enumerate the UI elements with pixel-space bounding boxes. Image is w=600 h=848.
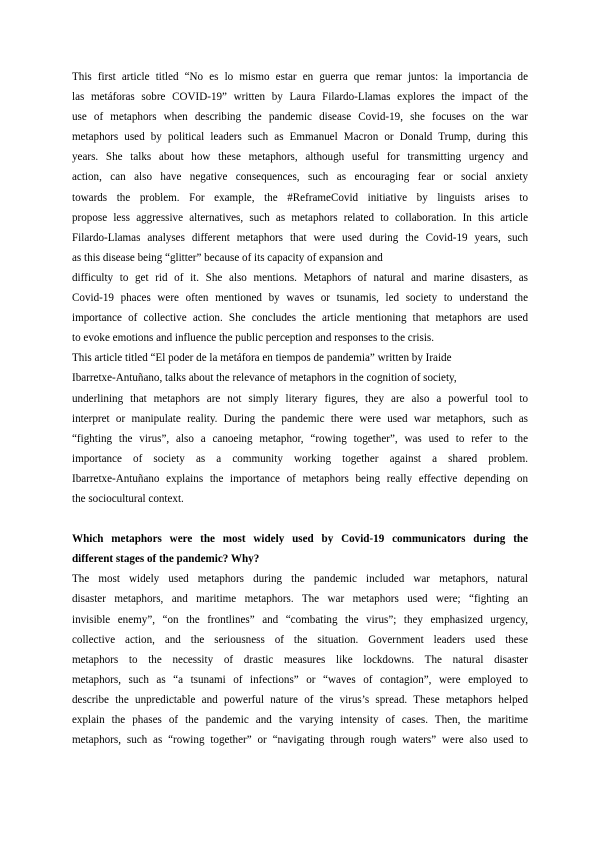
text-line: the sociocultural context. xyxy=(72,492,184,505)
text-line: underlining that metaphors are not simply literary figures, they are also a powerful tool to xyxy=(72,392,528,405)
text-line: propose less aggressive alternatives, such as metaphors related to collaboration. In this article xyxy=(72,211,528,224)
text-line: to evoke emotions and influence the public perception and responses to the crisis. xyxy=(72,332,434,345)
text-line: The most widely used metaphors during the pandemic included war metaphors, natural xyxy=(72,573,528,586)
text-line: disaster metaphors, and maritime metaphors. The war metaphors used were; “fighting an xyxy=(72,593,528,606)
text-line: explain the phases of the pandemic and the varying intensity of cases. Then, the maritime xyxy=(72,714,528,726)
text-line: metaphors to the necessity of drastic measures like lockdowns. The natural disaster xyxy=(72,653,528,666)
text-line: Filardo-Llamas analyses different metaphors that were used during the Covid-19 years, such xyxy=(72,231,528,244)
text-line: Ibarretxe-Antuñano explains the importance of metaphors being really effective depending on xyxy=(72,472,528,485)
text-line: metaphors, such as “a tsunami of infections” or “waves of contagion”, were employed to xyxy=(72,673,528,686)
paragraph-ibarretxe-antunano-summary xyxy=(72,348,528,509)
text-line: interpret or manipulate reality. During the pandemic there were used war metaphors, such as xyxy=(72,412,528,425)
text-line: metaphors used by political leaders such as Emmanuel Macron or Donald Trump, during this xyxy=(72,131,528,144)
text-line: This first article titled “No es lo mismo estar en guerra que remar juntos: la importancia de xyxy=(72,71,528,83)
text-line: action, can also have negative consequences, such as encouraging fear or social anxiety xyxy=(72,171,528,184)
text-line: importance of society as a community working together against a shared problem. xyxy=(72,452,528,465)
text-line: Covid-19 phaces were often mentioned by waves or tsunamis, led society to understand the xyxy=(72,292,528,305)
text-line: importance of collective action. She concludes the article mentioning that metaphors are used xyxy=(72,312,528,325)
text-line: as this disease being “glitter” because of its capacity of expansion and xyxy=(72,251,383,264)
question-heading xyxy=(72,529,528,569)
text-line: Which metaphors were the most widely used by Covid-19 communicators during the xyxy=(72,533,528,546)
paragraph-metaphor-disasters xyxy=(72,268,528,348)
text-line: This article titled “El poder de la metáfora en tiempos de pandemia” written by Iraide xyxy=(72,352,452,365)
text-line: metaphors, such as “rowing together” or “navigating through rough waters” were also used to xyxy=(72,734,528,747)
text-line: Ibarretxe-Antuñano, talks about the relevance of metaphors in the cognition of society, xyxy=(72,372,457,385)
text-line: years. She talks about how these metaphors, although useful for transmitting urgency and xyxy=(72,151,528,164)
text-line: towards the problem. For example, the #ReframeCovid initiative by linguists arises to xyxy=(72,191,528,204)
text-line: invisible enemy”, “on the frontlines” and “combating the virus”; they emphasized urgency, xyxy=(72,613,528,626)
text-line: difficulty to get rid of it. She also mentions. Metaphors of natural and marine disasters, as xyxy=(72,271,528,284)
text-line: collective action, and the seriousness of the situation. Government leaders used these xyxy=(72,633,528,646)
section-spacer xyxy=(72,509,528,529)
text-line: different stages of the pandemic? Why? xyxy=(72,553,260,566)
paragraph-answer xyxy=(72,569,528,750)
document-body xyxy=(72,67,528,750)
text-line: las metáforas sobre COVID-19” written by Laura Filardo-Llamas explores the impact of the xyxy=(72,91,528,104)
paragraph-filardo-llamas-summary xyxy=(72,67,528,268)
text-line: use of metaphors when describing the pandemic disease Covid-19, she focuses on the war xyxy=(72,111,528,124)
text-line: describe the unpredictable and powerful nature of the virus’s spread. These metaphors helped xyxy=(72,693,528,706)
text-line: “fighting the virus”, also a canoeing metaphor, “rowing together”, was used to refer to the xyxy=(72,432,528,445)
